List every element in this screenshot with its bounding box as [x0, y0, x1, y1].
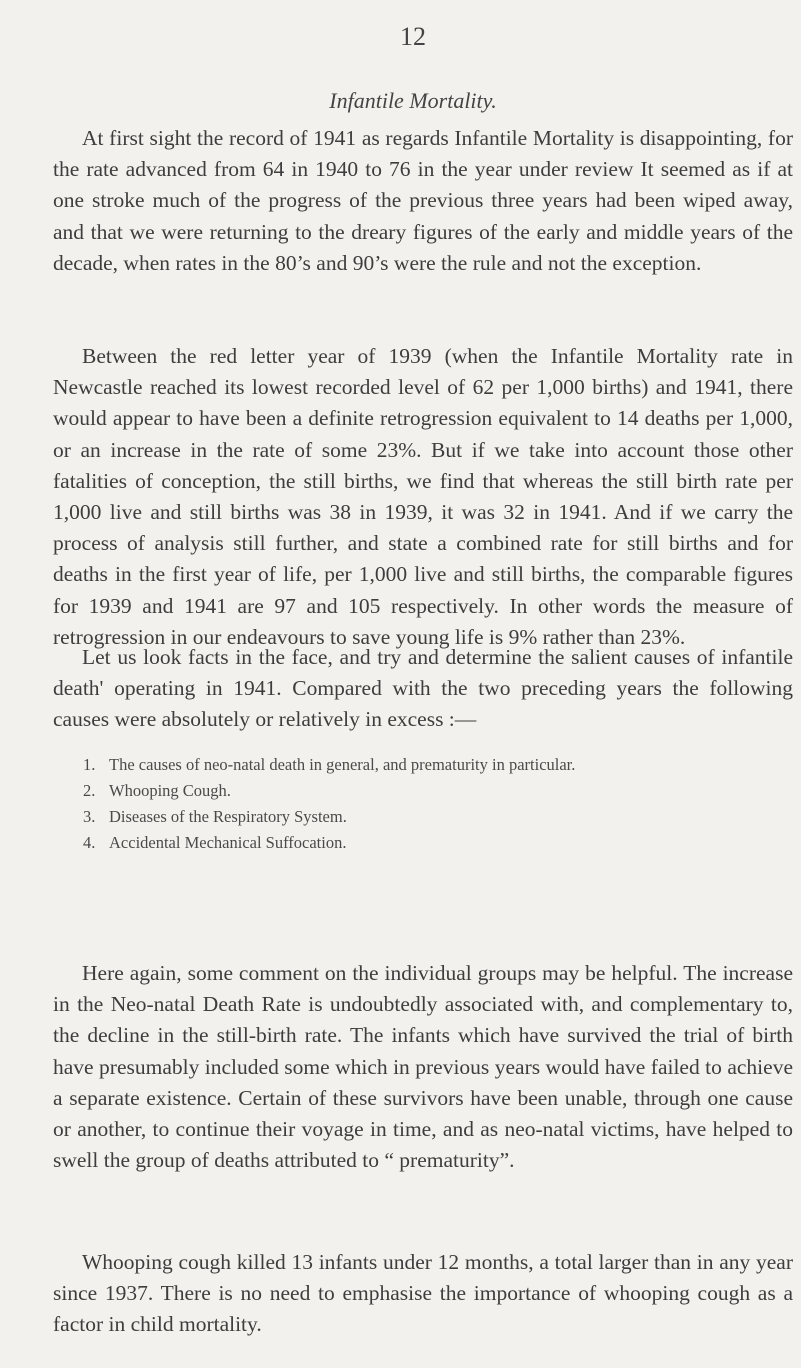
- list-item-text: Diseases of the Respiratory System.: [109, 807, 347, 826]
- paragraph-4: Here again, some comment on the individual groups may be helpful. The increase in the Neo-natal Death Rate is undoubtedly associated with, and complementary to, the decline in the still-birth rate. The infants which have survived the trial of birth have presumably included some which in previous years would have failed to achieve a separate existence. Certain of these survivors have been unable, through one cause or another, to continue their voyage in time, and as neo-natal victims, have helped to swell the group of deaths attributed to “ prematurity”.: [53, 961, 793, 1173]
- paragraph-2: Between the red letter year of 1939 (when the Infantile Mortality rate in Newcastle reached its lowest recorded level of 62 per 1,000 births) and 1941, there would appear to have been a definite retrogression equivalent to 14 deaths per 1,000, or an increase in the rate of some 23%. But if we take into account those other fatalities of conception, the still births, we find that whereas the still birth rate per 1,000 live and still births was 38 in 1939, it was 32 in 1941. And if we carry the process of analysis still further, and state a combined rate for still births and for deaths in the first year of life, per 1,000 live and still births, the comparable figures for 1939 and 1941 are 97 and 105 respectively. In other words the measure of retrogression in our endeavours to save young life is 9% rather than 23%.: [53, 344, 793, 649]
- causes-list: [53, 752, 773, 856]
- page-number: 12: [400, 22, 426, 51]
- list-item-text: Accidental Mechanical Suffocation.: [109, 833, 347, 852]
- section-title: Infantile Mortality.: [329, 88, 497, 113]
- list-item-text: Whooping Cough.: [109, 781, 231, 800]
- list-item-text: The causes of neo-natal death in general, and prematurity in particular.: [109, 755, 576, 774]
- paragraph-5: Whooping cough killed 13 infants under 12 months, a total larger than in any year since 1937. There is no need to emphasise the importance of whooping cough as a factor in child mortality.: [53, 1250, 793, 1337]
- list-item-number: 1.: [83, 755, 96, 774]
- list-item-number: 3.: [83, 807, 96, 826]
- list-item: [53, 830, 773, 856]
- list-item-number: 2.: [83, 781, 96, 800]
- list-item: [53, 804, 773, 830]
- list-item: [53, 752, 773, 778]
- paragraph-1: At first sight the record of 1941 as regards Infantile Mortality is disappointing, for the rate advanced from 64 in 1940 to 76 in the year under review It seemed as if at one stroke much of the progress of the previous three years had been wiped away, and that we were returning to the dreary figures of the early and middle years of the decade, when rates in the 80’s and 90’s were the rule and not the exception.: [53, 126, 793, 275]
- list-item: [53, 778, 773, 804]
- paragraph-3: Let us look facts in the face, and try and determine the salient causes of infantile death' operating in 1941. Compared with the two preceding years the following causes were absolutely or relatively in excess :—: [53, 645, 793, 732]
- list-item-number: 4.: [83, 833, 96, 852]
